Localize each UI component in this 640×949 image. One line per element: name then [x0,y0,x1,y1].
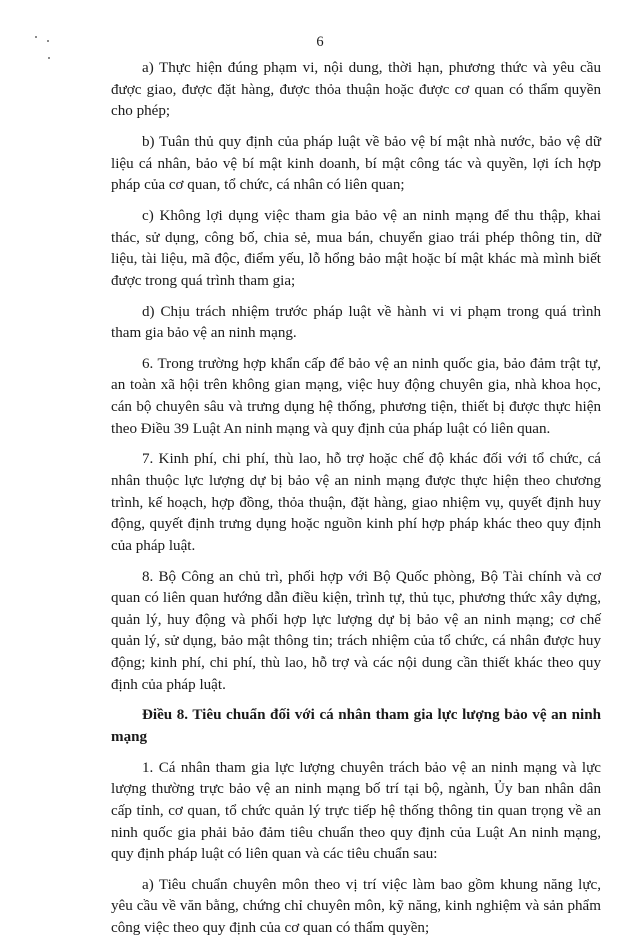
paragraph-5a: a) Thực hiện đúng phạm vi, nội dung, thời hạn, phương thức và yêu cầu được giao, được đặt hàng, được thỏa thuận hoặc được cơ quan có thẩm quyền cho phép; [111,60,601,120]
paragraph-8: 8. Bộ Công an chủ trì, phối hợp với Bộ Quốc phòng, Bộ Tài chính và cơ quan có liên quan hướng dẫn điều kiện, trình tự, thủ tục, phương thức xây dựng, quản lý, huy động và phối hợp lực lượng dự bị bảo vệ an ninh mạng; cơ chế quản lý, sử dụng, bảo mật thông tin; trách nhiệm của tổ chức, cá nhân được huy động; kinh phí, chi phí, thù lao, hỗ trợ và các nội dung cần thiết khác theo quy định của pháp luật. [111,568,601,693]
paragraph-6: 6. Trong trường hợp khẩn cấp để bảo vệ an ninh quốc gia, bảo đảm trật tự, an toàn xã hội trên không gian mạng, việc huy động chuyên gia, nhà khoa học, cán bộ chuyên sâu và trưng dụng hệ thống, phương tiện, thiết bị được thực hiện theo Điều 39 Luật An ninh mạng và quy định của pháp luật có liên quan. [111,355,601,437]
article-8-clause-1a: a) Tiêu chuẩn chuyên môn theo vị trí việc làm bao gồm khung năng lực, yêu cầu về văn bằng, chứng chỉ chuyên môn, kỹ năng, kinh nghiệm và sản phẩm công việc theo quy định của cơ quan có thẩm quyền; [111,876,601,937]
paragraph-5c: c) Không lợi dụng việc tham gia bảo vệ an ninh mạng để thu thập, khai thác, sử dụng, công bố, chia sẻ, mua bán, chuyển giao trái phép thông tin, dữ liệu, tài liệu, mã độc, điểm yếu, lỗ hổng bảo mật hoặc bí mật khác mà mình biết được trong quá trình tham gia; [111,207,601,289]
paragraph-5d: d) Chịu trách nhiệm trước pháp luật về hành vi vi phạm trong quá trình tham gia bảo vệ an ninh mạng. [111,303,601,342]
paragraph-7: 7. Kinh phí, chi phí, thù lao, hỗ trợ hoặc chế độ khác đối với tổ chức, cá nhân thuộc lực lượng dự bị bảo vệ an ninh mạng được thực hiện theo chương trình, kế hoạch, hợp đồng, thỏa thuận, đặt hàng, giao nhiệm vụ, quyết định huy động, quyết định trưng dụng hoặc nguồn kinh phí hợp pháp khác theo quy định của pháp luật. [111,451,601,554]
page-number: 6 [316,34,324,50]
paragraph-5b: b) Tuân thủ quy định của pháp luật về bảo vệ bí mật nhà nước, bảo vệ dữ liệu cá nhân, bảo vệ bí mật kinh doanh, bí mật công tác và quyền, lợi ích hợp pháp của cơ quan, tổ chức, cá nhân có liên quan; [111,133,601,194]
scan-speck [48,57,50,59]
document-body [111,58,601,949]
article-8-heading: Điều 8. Tiêu chuẩn đối với cá nhân tham gia lực lượng bảo vệ an ninh mạng [111,707,601,745]
article-8-clause-1: 1. Cá nhân tham gia lực lượng chuyên trách bảo vệ an ninh mạng và lực lượng thường trực bảo vệ an ninh mạng bố trí tại bộ, ngành, Ủy ban nhân dân cấp tỉnh, cơ quan, tổ chức quản lý trực tiếp hệ thống thông tin quan trọng về an ninh quốc gia phải bảo đảm tiêu chuẩn theo quy định của Luật An ninh mạng, quy định pháp luật có liên quan và các tiêu chuẩn sau: [111,759,601,863]
